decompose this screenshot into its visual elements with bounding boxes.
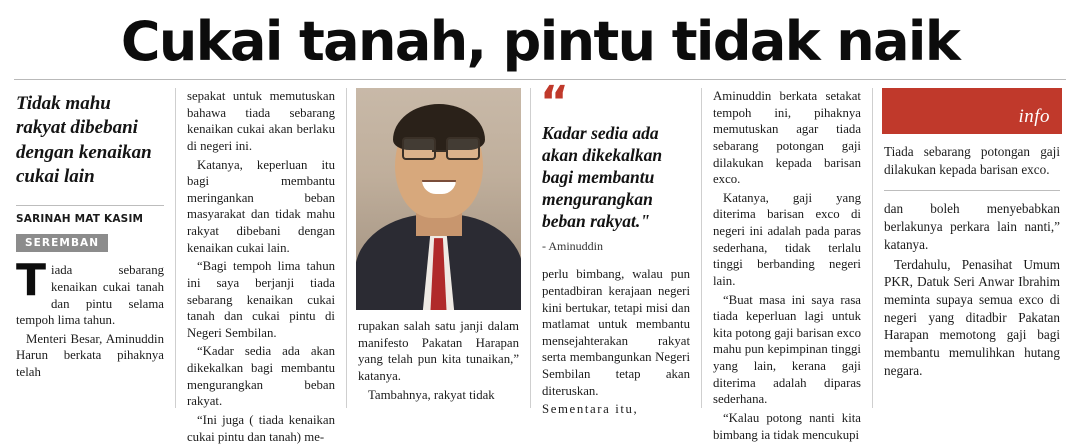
standfirst: Tidak mahu rakyat dibebani dengan kenaikan cukai lain bbox=[16, 93, 152, 188]
column-divider bbox=[872, 88, 873, 408]
paragraph: Tambahnya, rakyat tidak bbox=[368, 387, 495, 402]
paragraph: Katanya, keperluan itu bagi membantu meringankan beban masyarakat dan tidak mahu rakyat dibebani dengan kenaikan cukai lain. bbox=[187, 157, 335, 255]
page-title: Cukai tanah, pintu tidak naik bbox=[120, 10, 960, 73]
column-2 bbox=[185, 88, 337, 447]
lead-paragraph bbox=[16, 255, 164, 329]
article-columns bbox=[14, 77, 1066, 444]
standfirst-divider bbox=[16, 205, 164, 206]
column-5 bbox=[711, 88, 863, 445]
drop-cap: T bbox=[16, 255, 47, 307]
pull-quote: Kadar sedia ada akan dikekalkan bagi membantu mengurangkan beban rakyat." bbox=[542, 123, 663, 232]
column-divider bbox=[701, 88, 702, 408]
paragraph: “Kalau potong nanti kita bimbang ia tidak mencukupi bbox=[713, 410, 861, 442]
photo-glasses-bridge bbox=[432, 150, 446, 152]
place-tag: SEREMBAN bbox=[16, 234, 108, 252]
info-box-body bbox=[884, 143, 1060, 178]
paragraph: “Buat masa ini saya rasa tiada keperluan lagi untuk kita potong gaji barisan exco mahu pun kepimpinan tinggi yang lain, kerana gaji diterima adalah diparas sederhana. bbox=[713, 292, 861, 407]
paragraph: dan boleh menyebabkan berlakunya perkara lain nanti,” katanya. bbox=[884, 201, 1060, 252]
lead-text: iada sebarang kenaikan cukai tanah dan pintu selama tempoh lima tahun. bbox=[16, 263, 164, 328]
pull-quote-attribution: - Aminuddin bbox=[542, 239, 604, 254]
portrait-photo bbox=[356, 88, 521, 310]
quote-mark-icon: “ bbox=[540, 77, 569, 129]
byline: SARINAH MAT KASIM bbox=[16, 213, 144, 226]
column-1 bbox=[14, 88, 166, 383]
column-6 bbox=[882, 88, 1062, 381]
column-divider bbox=[175, 88, 176, 408]
column-5-body bbox=[713, 88, 861, 443]
column-4-body bbox=[542, 266, 690, 418]
paragraph: Terdahulu, Penasihat Umum PKR, Datuk Seri Anwar Ibrahim meminta supaya semua exco di negeri yang ditadbir Pakatan Harapan memotong gaji bagi membantu memulihkan hutang negara. bbox=[884, 256, 1060, 378]
column-1-body bbox=[16, 255, 164, 380]
photo-glasses-right bbox=[446, 137, 480, 160]
paragraph: Sementara itu, bbox=[542, 402, 639, 417]
column-divider bbox=[530, 88, 531, 408]
column-2-body bbox=[187, 88, 335, 445]
info-box-divider bbox=[884, 190, 1060, 191]
paragraph: “Kadar sedia ada akan dikekalkan bagi membantu mengurangkan beban rakyat. bbox=[187, 344, 335, 409]
column-divider bbox=[346, 88, 347, 408]
info-box-header bbox=[882, 88, 1062, 134]
paragraph: perlu bimbang, walau pun pentadbiran kerajaan negeri kini bertukar, tetapi misi dan matlamat untuk membantu mensejahterakan rakyat serta membangunkan Negeri Sembilan tetap akan diteruskan. bbox=[542, 267, 690, 398]
paragraph: Katanya, gaji yang diterima barisan exco di negeri ini adalah pada paras sederhana, tidak terlalu tinggi berbanding negeri lain. bbox=[713, 190, 861, 288]
column-3 bbox=[356, 88, 521, 405]
photo-glasses-left bbox=[402, 137, 436, 160]
paragraph: Tiada sebarang potongan gaji dilakukan kepada barisan exco. bbox=[884, 144, 1060, 177]
paragraph: “Bagi tempoh lima tahun ini saya berjanji tiada sebarang kenaikan cukai tanah dan cukai pintu di Negeri Sembilan. bbox=[187, 259, 335, 340]
paragraph: rupakan salah satu janji dalam manifesto Pakatan Harapan yang telah pun kita tunaikan,” katanya. bbox=[358, 319, 519, 383]
info-box-label: info bbox=[1018, 106, 1050, 128]
column-6-body bbox=[884, 200, 1060, 379]
column-3-body bbox=[358, 318, 519, 403]
paragraph: “Ini juga ( tiada kenaikan cukai pintu dan tanah) me- bbox=[187, 412, 335, 444]
column-4 bbox=[540, 77, 692, 420]
paragraph: Menteri Besar, Aminuddin Harun berkata pihaknya telah bbox=[16, 331, 164, 380]
paragraph: sepakat untuk memutuskan bahawa tiada sebarang kenaikan cukai akan berlaku di negeri ini. bbox=[187, 89, 335, 153]
paragraph: Aminuddin berkata setakat tempoh ini, pihaknya memutuskan agar tiada sebarang potongan gaji dilakukan kepada barisan exco. bbox=[713, 89, 861, 187]
